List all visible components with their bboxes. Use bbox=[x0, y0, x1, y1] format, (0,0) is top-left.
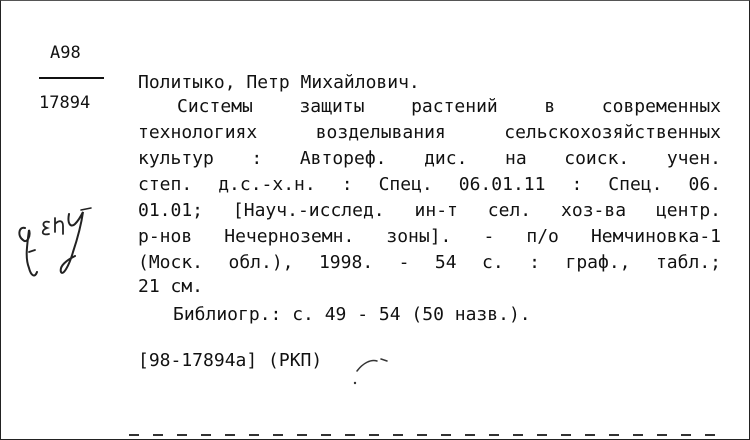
description-line-7: (Моск. обл.), 1998. - 54 с. : граф., табл.; bbox=[138, 252, 721, 273]
description-line-2: технологиях возделывания сельскохозяйственных bbox=[138, 122, 721, 143]
handwritten-note bbox=[11, 206, 101, 286]
description-line-5: 01.01; [Науч.-исслед. ин-т сел. хоз-ва центр. bbox=[138, 200, 721, 221]
description-line-8: 21 см. bbox=[138, 276, 204, 297]
inventory-number: 17894 bbox=[39, 93, 91, 113]
description-line-6: р-нов Нечерноземн. зоны]. - п/о Немчиновка-1 bbox=[138, 226, 721, 247]
call-number: А98 bbox=[50, 43, 81, 63]
pencil-mark bbox=[351, 349, 401, 389]
description-line-3: культур : Автореф. дис. на соиск. учен. bbox=[138, 148, 721, 169]
description-line-1: Системы защиты растений в современных bbox=[177, 96, 721, 117]
bibliography-note: Библиогр.: с. 49 - 54 (50 назв.). bbox=[173, 304, 531, 325]
author-heading: Политыко, Петр Михайлович. bbox=[138, 72, 420, 93]
call-number-divider bbox=[39, 77, 104, 79]
shelf-code: [98-17894а] (РКП) bbox=[138, 350, 323, 371]
description-line-4: степ. д.с.-х.н. : Спец. 06.01.11 : Спец. 06. bbox=[138, 174, 721, 195]
card-bottom-edge bbox=[129, 433, 729, 437]
